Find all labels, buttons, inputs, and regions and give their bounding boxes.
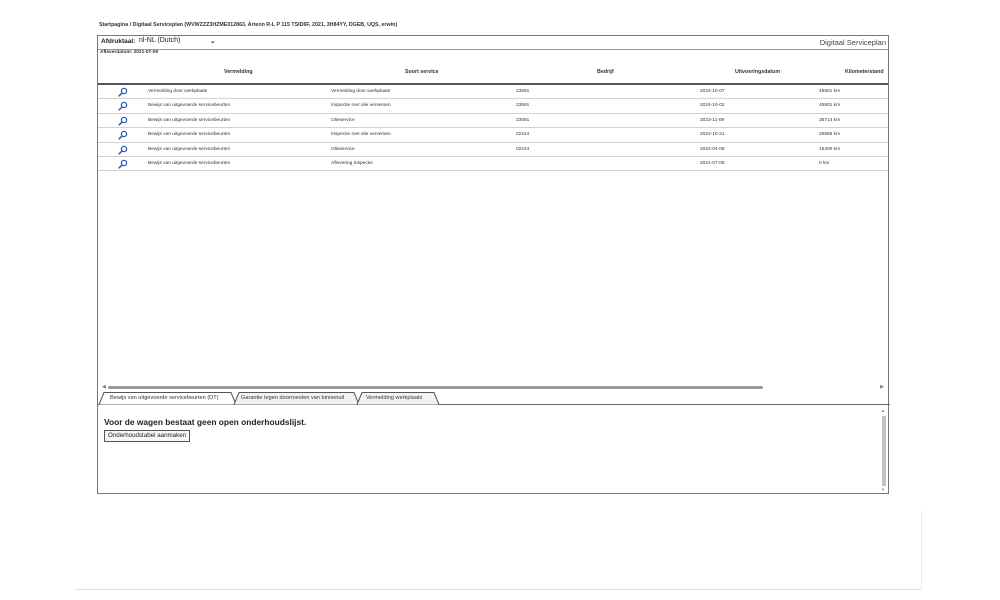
app-title: Digitaal Serviceplan (819, 38, 886, 47)
cell-uitvoeringsdatum: 2024-10-07 (700, 89, 725, 94)
column-header-vermelding[interactable]: Vermelding (224, 69, 253, 75)
cell-kilometerstand: 29585 km (819, 132, 841, 138)
cell-bedrijf: 23591 (516, 89, 530, 94)
table-header (98, 63, 888, 85)
cell-soort-service: Aflevering Inspectie (331, 160, 373, 166)
cell-bedrijf: 02224 (516, 146, 530, 152)
create-maintenance-table-button[interactable]: Onderhoudstabel aanmaken (104, 430, 190, 442)
cell-kilometerstand: 45801 km (819, 103, 841, 109)
page-edge (921, 510, 922, 590)
cell-kilometerstand: 35714 km (819, 117, 841, 123)
vertical-scrollbar[interactable] (881, 408, 887, 492)
table-row[interactable] (98, 143, 888, 157)
column-header-bedrijf[interactable]: Bedrijf (597, 69, 614, 75)
cell-bedrijf: 02224 (516, 132, 530, 138)
cell-vermelding: Bewijs van uitgevoerde servicebeurten (148, 117, 231, 123)
column-header-soort-service[interactable]: Soort service (405, 69, 439, 75)
tab-rust-warranty[interactable]: Garantie tegen doorroesten van binnenuit (241, 395, 345, 401)
column-header-uitvoeringsdatum[interactable]: Uitvoeringsdatum (735, 69, 781, 75)
scroll-right-icon[interactable]: ▶ (880, 384, 884, 390)
cell-soort-service: Inspectie met olie verversen (331, 103, 391, 109)
delivery-date: Afleverdatum: 2021-07-09 (100, 50, 159, 55)
cell-bedrijf: 23591 (516, 117, 530, 123)
scroll-down-icon[interactable]: ▼ (881, 487, 885, 492)
horizontal-scrollbar[interactable] (102, 385, 884, 391)
cell-uitvoeringsdatum: 2022-10-21 (700, 132, 725, 138)
cell-bedrijf: 23591 (516, 103, 530, 109)
magnifier-icon[interactable] (118, 145, 128, 155)
table-row[interactable] (98, 85, 888, 99)
magnifier-icon[interactable] (118, 101, 128, 111)
chevron-down-icon[interactable]: ⌄ (210, 38, 216, 45)
service-plan-panel (97, 35, 889, 494)
magnifier-icon[interactable] (118, 116, 128, 126)
magnifier-icon[interactable] (118, 130, 128, 140)
cell-uitvoeringsdatum: 2024-10-02 (700, 103, 725, 109)
tab-workshop-notes[interactable]: Vermelding werkplaats (366, 395, 423, 401)
cell-kilometerstand: 0 km (819, 160, 830, 166)
column-header-kilometerstand[interactable]: Kilometerstand (845, 69, 884, 75)
table-row[interactable] (98, 128, 888, 142)
maintenance-notice: Voor de wagen bestaat geen open onderhoudslijst. (104, 417, 307, 427)
cell-soort-service: Vermelding door werkplaats (331, 89, 391, 94)
scroll-left-icon[interactable]: ◀ (102, 384, 106, 390)
cell-vermelding: Bewijs van uitgevoerde servicebeurten (148, 146, 231, 152)
magnifier-icon[interactable] (118, 87, 128, 97)
cell-vermelding: Bewijs van uitgevoerde servicebeurten (148, 160, 231, 166)
tab-strip (98, 392, 888, 405)
cell-uitvoeringsdatum: 2022-04-06 (700, 146, 725, 152)
tab-service-proof[interactable]: Bewijs van uitgevoerde servicebeurten (DT) (110, 395, 219, 401)
cell-vermelding: Bewijs van uitgevoerde servicebeurten (148, 132, 231, 138)
cell-uitvoeringsdatum: 2023-11-09 (700, 117, 725, 123)
table-body (98, 85, 888, 171)
toolbar (98, 36, 888, 50)
cell-soort-service: Olieservice (331, 117, 355, 123)
breadcrumb[interactable]: Startpagina / Digitaal Serviceplan (WVWZZZ3HZME012863, Arteon R-L P 115 TSID6F, 2021, 3H84YY, DGEB, UQS, erwin) (99, 22, 398, 28)
cell-soort-service: Olieservice (331, 146, 355, 152)
cell-uitvoeringsdatum: 2021-07-06 (700, 160, 725, 166)
cell-kilometerstand: 15400 km (819, 146, 841, 152)
scroll-up-icon[interactable]: ▲ (881, 408, 885, 413)
page-divider (75, 589, 921, 590)
language-label: Afdruktaal: (101, 38, 136, 45)
table-row[interactable] (98, 114, 888, 128)
table-row[interactable] (98, 157, 888, 171)
scrollbar-thumb[interactable] (108, 386, 763, 389)
magnifier-icon[interactable] (118, 159, 128, 169)
vertical-scrollbar-thumb[interactable] (882, 416, 886, 486)
cell-vermelding: Vermelding door werkplaats (148, 89, 208, 94)
language-select[interactable]: nl-NL (Dutch) (139, 37, 181, 44)
cell-vermelding: Bewijs van uitgevoerde servicebeurten (148, 103, 231, 109)
cell-soort-service: Inspectie met olie verversen (331, 132, 391, 138)
table-row[interactable] (98, 99, 888, 113)
cell-kilometerstand: 45801 km (819, 89, 841, 94)
